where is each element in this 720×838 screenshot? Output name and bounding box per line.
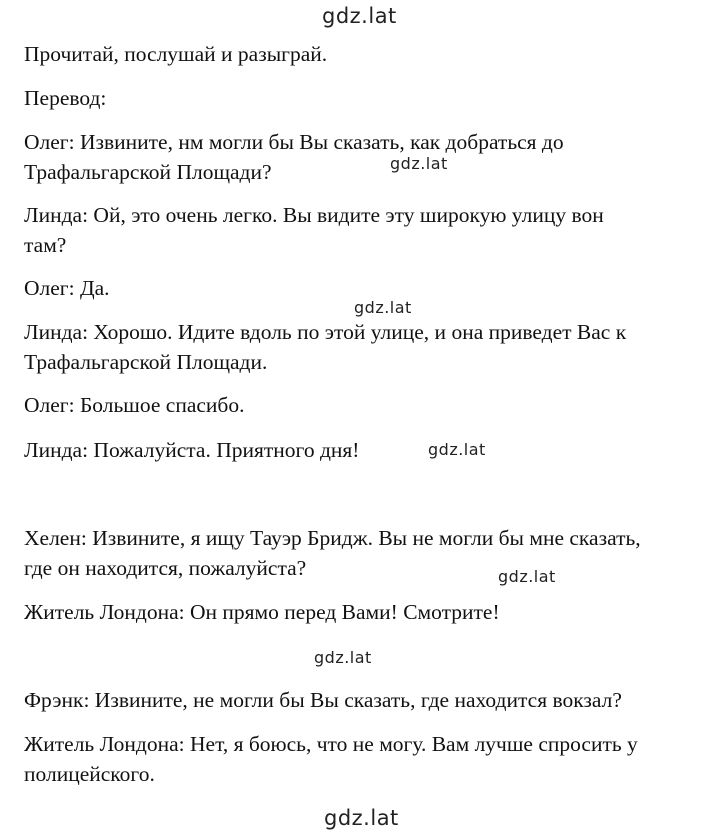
dialogue2-helen-line1: Хелен: Извините, я ищу Тауэр Бридж. Вы не могли бы мне сказать, [24,526,641,550]
dialogue3-londoner-line1: Житель Лондона: Нет, я боюсь, что не могу. Вам лучше спросить у [24,732,638,756]
dialogue1-linda-2-line1: Линда: Хорошо. Идите вдоль по этой улице, и она приведет Вас к [24,320,627,344]
watermark-top: gdz.lat [322,4,397,28]
watermark: gdz.lat [428,440,486,459]
instruction-text: Прочитай, послушай и разыграй. [24,42,328,66]
dialogue1-oleg-3: Олег: Большое спасибо. [24,393,245,417]
dialogue2-londoner: Житель Лондона: Он прямо перед Вами! Смотрите! [24,600,500,624]
watermark: gdz.lat [354,298,412,317]
dialogue2-helen-line2: где он находится, пожалуйста? [24,556,307,580]
dialogue1-linda-1-line1: Линда: Ой, это очень легко. Вы видите эту широкую улицу вон [24,203,604,227]
dialogue1-linda-1-line2: там? [24,233,67,257]
dialogue1-linda-3: Линда: Пожалуйста. Приятного дня! [24,438,360,462]
watermark: gdz.lat [498,567,556,586]
dialogue3-frank: Фрэнк: Извините, не могли бы Вы сказать, где находится вокзал? [24,688,622,712]
dialogue1-oleg-2: Олег: Да. [24,276,110,300]
dialogue1-oleg-1-line1: Олег: Извините, нм могли бы Вы сказать, как добраться до [24,130,564,154]
watermark: gdz.lat [390,154,448,173]
dialogue1-linda-2-line2: Трафальгарской Площади. [24,350,268,374]
watermark: gdz.lat [314,648,372,667]
dialogue1-oleg-1-line2: Трафальгарской Площади? [24,160,272,184]
dialogue3-londoner-line2: полицейского. [24,762,155,786]
watermark-bottom: gdz.lat [324,806,399,830]
translation-heading: Перевод: [24,86,107,110]
